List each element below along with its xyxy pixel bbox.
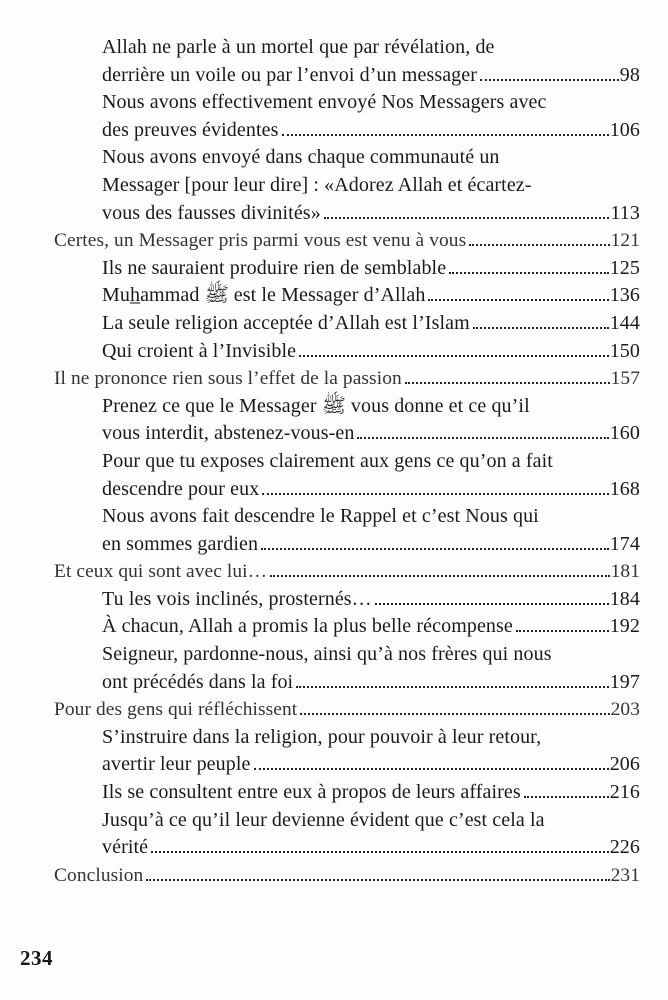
dotted-leader [449,272,609,274]
toc-entry [54,696,640,724]
toc-entry-text: Nous avons fait descendre le Rappel et c’est Nous qui [102,505,539,528]
toc-entry-text: Nous avons envoyé dans chaque communauté un [102,146,500,169]
toc-entry-text: derrière un voile ou par l’envoi d’un messager [102,63,478,86]
toc-entry-lastline [102,531,640,559]
toc-entry-text: Jusqu’à ce qu’il leur devienne évident que c’est cela la [102,808,545,831]
toc-entry-text: des preuves évidentes [102,118,279,141]
dotted-leader [357,437,608,439]
toc-entry-text: vérité [102,836,149,859]
dotted-leader [299,355,609,357]
toc-entry [54,282,640,310]
toc-entry-text: Pour des gens qui réfléchissent [54,699,298,721]
dotted-leader [282,134,609,136]
toc-entry-lastline [54,862,640,890]
dotted-leader [375,603,609,605]
toc-entry-text: À chacun, Allah a promis la plus belle récompense [102,615,513,638]
toc-entry-text: vous interdit, abstenez-vous-en [102,422,355,445]
toc-entry [54,144,640,227]
toc-entry [54,448,640,503]
toc-entry [54,779,640,807]
toc-page-number: 106 [609,118,640,141]
toc-entry-lastline [102,255,640,283]
toc-entry [54,613,640,641]
dotted-leader [254,768,609,770]
toc-entry [54,34,640,89]
dotted-leader [146,879,609,881]
toc-entry-lastline [102,282,640,310]
toc-entry-lastline [102,117,640,145]
toc-entry-text: vous des fausses divinités» [102,201,321,224]
toc-entry-text: Tu les vois inclinés, prosternés… [102,587,372,610]
toc-page-number: 150 [609,339,640,362]
toc-entry-text: La seule religion acceptée d’Allah est l’Islam [102,311,470,334]
toc-entry [54,310,640,338]
toc-entry-lastline [102,834,640,862]
toc-page-number: 216 [609,781,640,804]
toc-entry-text: Qui croient à l’Invisible [102,339,297,362]
toc-entry-lastline [102,420,640,448]
dotted-leader [261,548,609,550]
toc-entry-text: S’instruire dans la religion, pour pouvoir à leur retour, [102,725,542,748]
toc-page-number: 121 [610,230,640,252]
toc-entry [54,338,640,366]
toc-entry-lastline [102,779,640,807]
toc-entry [54,393,640,448]
toc-entry [54,558,640,586]
toc-entry [54,503,640,558]
toc-entry [54,89,640,144]
toc-entry-text: Il ne prononce rien sous l’effet de la passion [54,368,402,390]
toc-entry-text: ont précédés dans la foi [102,670,294,693]
dotted-leader [480,79,619,81]
toc-page-number: 113 [610,201,640,224]
dotted-leader [270,575,609,577]
toc-entry-lastline [102,613,640,641]
table-of-contents [54,34,640,889]
toc-entry-text: en sommes gardien [102,532,259,555]
toc-entry-lastline [102,310,640,338]
toc-page-number: 231 [610,864,640,886]
toc-entry-text: Nous avons effectivement envoyé Nos Messagers avec [102,91,547,114]
toc-entry-text: Prenez ce que le Messager ﷺ vous donne et ce qu’il [102,394,530,417]
toc-page-number: 192 [609,615,640,638]
toc-entry-text: Pour que tu exposes clairement aux gens ce qu’on a fait [102,449,553,472]
toc-entry-text: Ils se consultent entre eux à propos de leurs affaires [102,781,521,804]
toc-entry-lastline [54,558,640,586]
toc-entry [54,227,640,255]
toc-page-number: 203 [610,699,640,721]
dotted-leader [428,299,608,301]
folio-page-number: 234 [20,946,53,970]
toc-page-number: 197 [609,670,640,693]
toc-entry-text: Et ceux qui sont avec lui… [54,561,268,583]
toc-entry-lastline [54,227,640,255]
toc-page-number: 98 [619,63,640,86]
dotted-leader [151,851,609,853]
toc-page-number: 206 [609,753,640,776]
toc-entry-lastline [102,751,640,779]
toc-page-number: 184 [609,587,640,610]
toc-entry-text: Ils ne sauraient produire rien de semblable [102,256,447,279]
toc-entry [54,641,640,696]
toc-page-number: 174 [609,532,640,555]
toc-entry-lastline [54,365,640,393]
toc-entry [54,255,640,283]
toc-entry-lastline [102,200,640,228]
toc-page-number: 136 [609,284,640,307]
dotted-leader [469,244,609,246]
toc-entry [54,862,640,890]
toc-entry-lastline [102,586,640,614]
toc-entry-text: Conclusion [54,864,144,886]
toc-entry [54,365,640,393]
toc-entry-lastline [54,696,640,724]
toc-page-number: 168 [609,477,640,500]
toc-entry-lastline [102,476,640,504]
toc-entry [54,724,640,779]
dotted-leader [300,713,609,715]
dotted-leader [524,796,609,798]
toc-entry [54,807,640,862]
toc-entry-text: Seigneur, pardonne-nous, ainsi qu’à nos frères qui nous [102,643,552,666]
toc-entry-lastline [102,338,640,366]
toc-entry-lastline [102,669,640,697]
toc-entry [54,586,640,614]
dotted-leader [262,493,608,495]
dotted-leader [516,630,609,632]
toc-entry-lastline [102,62,640,90]
dotted-leader [405,382,610,384]
dotted-leader [296,686,608,688]
toc-entry-text: avertir leur peuple [102,753,251,776]
toc-page-number: 181 [610,561,640,583]
dotted-leader [324,217,610,219]
toc-entry-text: Muh̲ammad ﷺ est le Messager d’Allah [102,284,426,307]
toc-entry-text: Certes, un Messager pris parmi vous est venu à vous [54,230,467,252]
toc-entry-text: Allah ne parle à un mortel que par révélation, de [102,36,495,58]
toc-page-number: 226 [609,836,640,859]
toc-page-number: 160 [609,422,640,445]
toc-page-number: 125 [609,256,640,279]
toc-page-number: 144 [609,311,640,334]
toc-entry-text: Messager [pour leur dire] : «Adorez Allah et écartez- [102,173,532,196]
toc-page-number: 157 [610,368,640,390]
toc-entry-text: descendre pour eux [102,477,260,500]
dotted-leader [473,327,609,329]
